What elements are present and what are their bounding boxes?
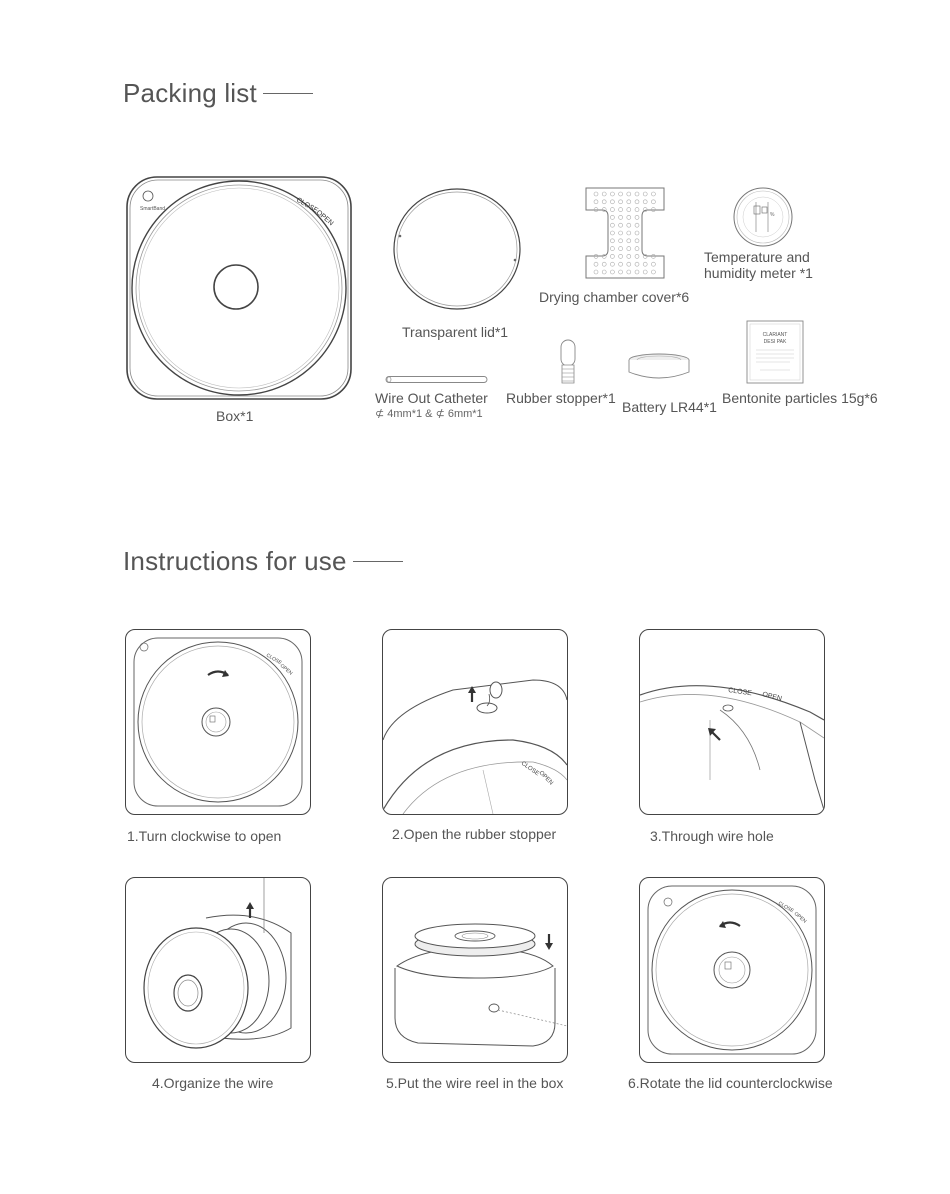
svg-text:OPEN: OPEN: [537, 770, 554, 787]
step-3-image: [639, 629, 825, 815]
close-mark: CLOSE: [295, 196, 320, 215]
step-1-image: [125, 629, 311, 815]
meter-label-line2: humidity meter *1: [704, 265, 813, 281]
catheter-size-label: ⊄ 4mm*1 & ⊄ 6mm*1: [375, 408, 483, 420]
title-rule: [353, 561, 403, 562]
box-illustration: [126, 176, 352, 400]
svg-text:CLOSE: CLOSE: [519, 760, 540, 778]
svg-text:OPEN: OPEN: [278, 662, 294, 677]
title-rule: [263, 93, 313, 94]
step-5-image: [382, 877, 568, 1063]
transparent-lid-illustration: [393, 188, 523, 310]
step-3-caption: 3.Through wire hole: [650, 828, 774, 844]
instructions-title-text: Instructions for use: [123, 546, 347, 576]
instructions-title: [123, 546, 403, 577]
svg-text:OPEN: OPEN: [761, 691, 783, 703]
svg-text:CLOSE: CLOSE: [727, 687, 753, 698]
box-label: Box*1: [216, 408, 254, 424]
hygrometer-illustration: [732, 186, 794, 248]
stopper-label: Rubber stopper*1: [506, 390, 616, 406]
pack-text-line1: CLARIANT: [762, 332, 788, 338]
catheter-label: Wire Out Catheter: [375, 390, 488, 406]
step-2-caption: 2.Open the rubber stopper: [392, 826, 557, 842]
bentonite-label: Bentonite particles 15g*6: [722, 390, 878, 406]
svg-text:CLOSE: CLOSE: [265, 652, 283, 667]
meter-label-line1: Temperature and: [704, 249, 810, 265]
meter-label: [704, 249, 813, 281]
diagonal-arrow-icon: [712, 732, 720, 740]
battery-label: Battery LR44*1: [622, 399, 717, 415]
svg-text:OPEN: OPEN: [792, 910, 808, 925]
packing-list-title-text: Packing list: [123, 78, 257, 108]
rubber-stopper-illustration: [558, 339, 578, 385]
svg-text:SmartBand: SmartBand: [140, 206, 166, 212]
catheter-illustration: [385, 375, 489, 385]
svg-text:CLOSE: CLOSE: [777, 900, 795, 915]
battery-illustration: [627, 352, 691, 382]
bentonite-pack-illustration: [746, 320, 804, 384]
step-6-image: [639, 877, 825, 1063]
step-1-caption: 1.Turn clockwise to open: [127, 828, 282, 844]
cover-label: Drying chamber cover*6: [539, 289, 690, 305]
step-4-image: [125, 877, 311, 1063]
packing-list-title: [123, 78, 313, 109]
lid-label: Transparent lid*1: [402, 324, 509, 340]
svg-text:%: %: [770, 212, 775, 218]
pack-text-line2: DESI PAK: [763, 339, 787, 345]
open-mark: OPEN: [314, 209, 335, 228]
drying-chamber-cover-illustration: [584, 186, 666, 280]
step-6-caption: 6.Rotate the lid counterclockwise: [628, 1075, 833, 1091]
step-5-caption: 5.Put the wire reel in the box: [386, 1075, 564, 1091]
step-2-image: [382, 629, 568, 815]
step-4-caption: 4.Organize the wire: [152, 1075, 274, 1091]
